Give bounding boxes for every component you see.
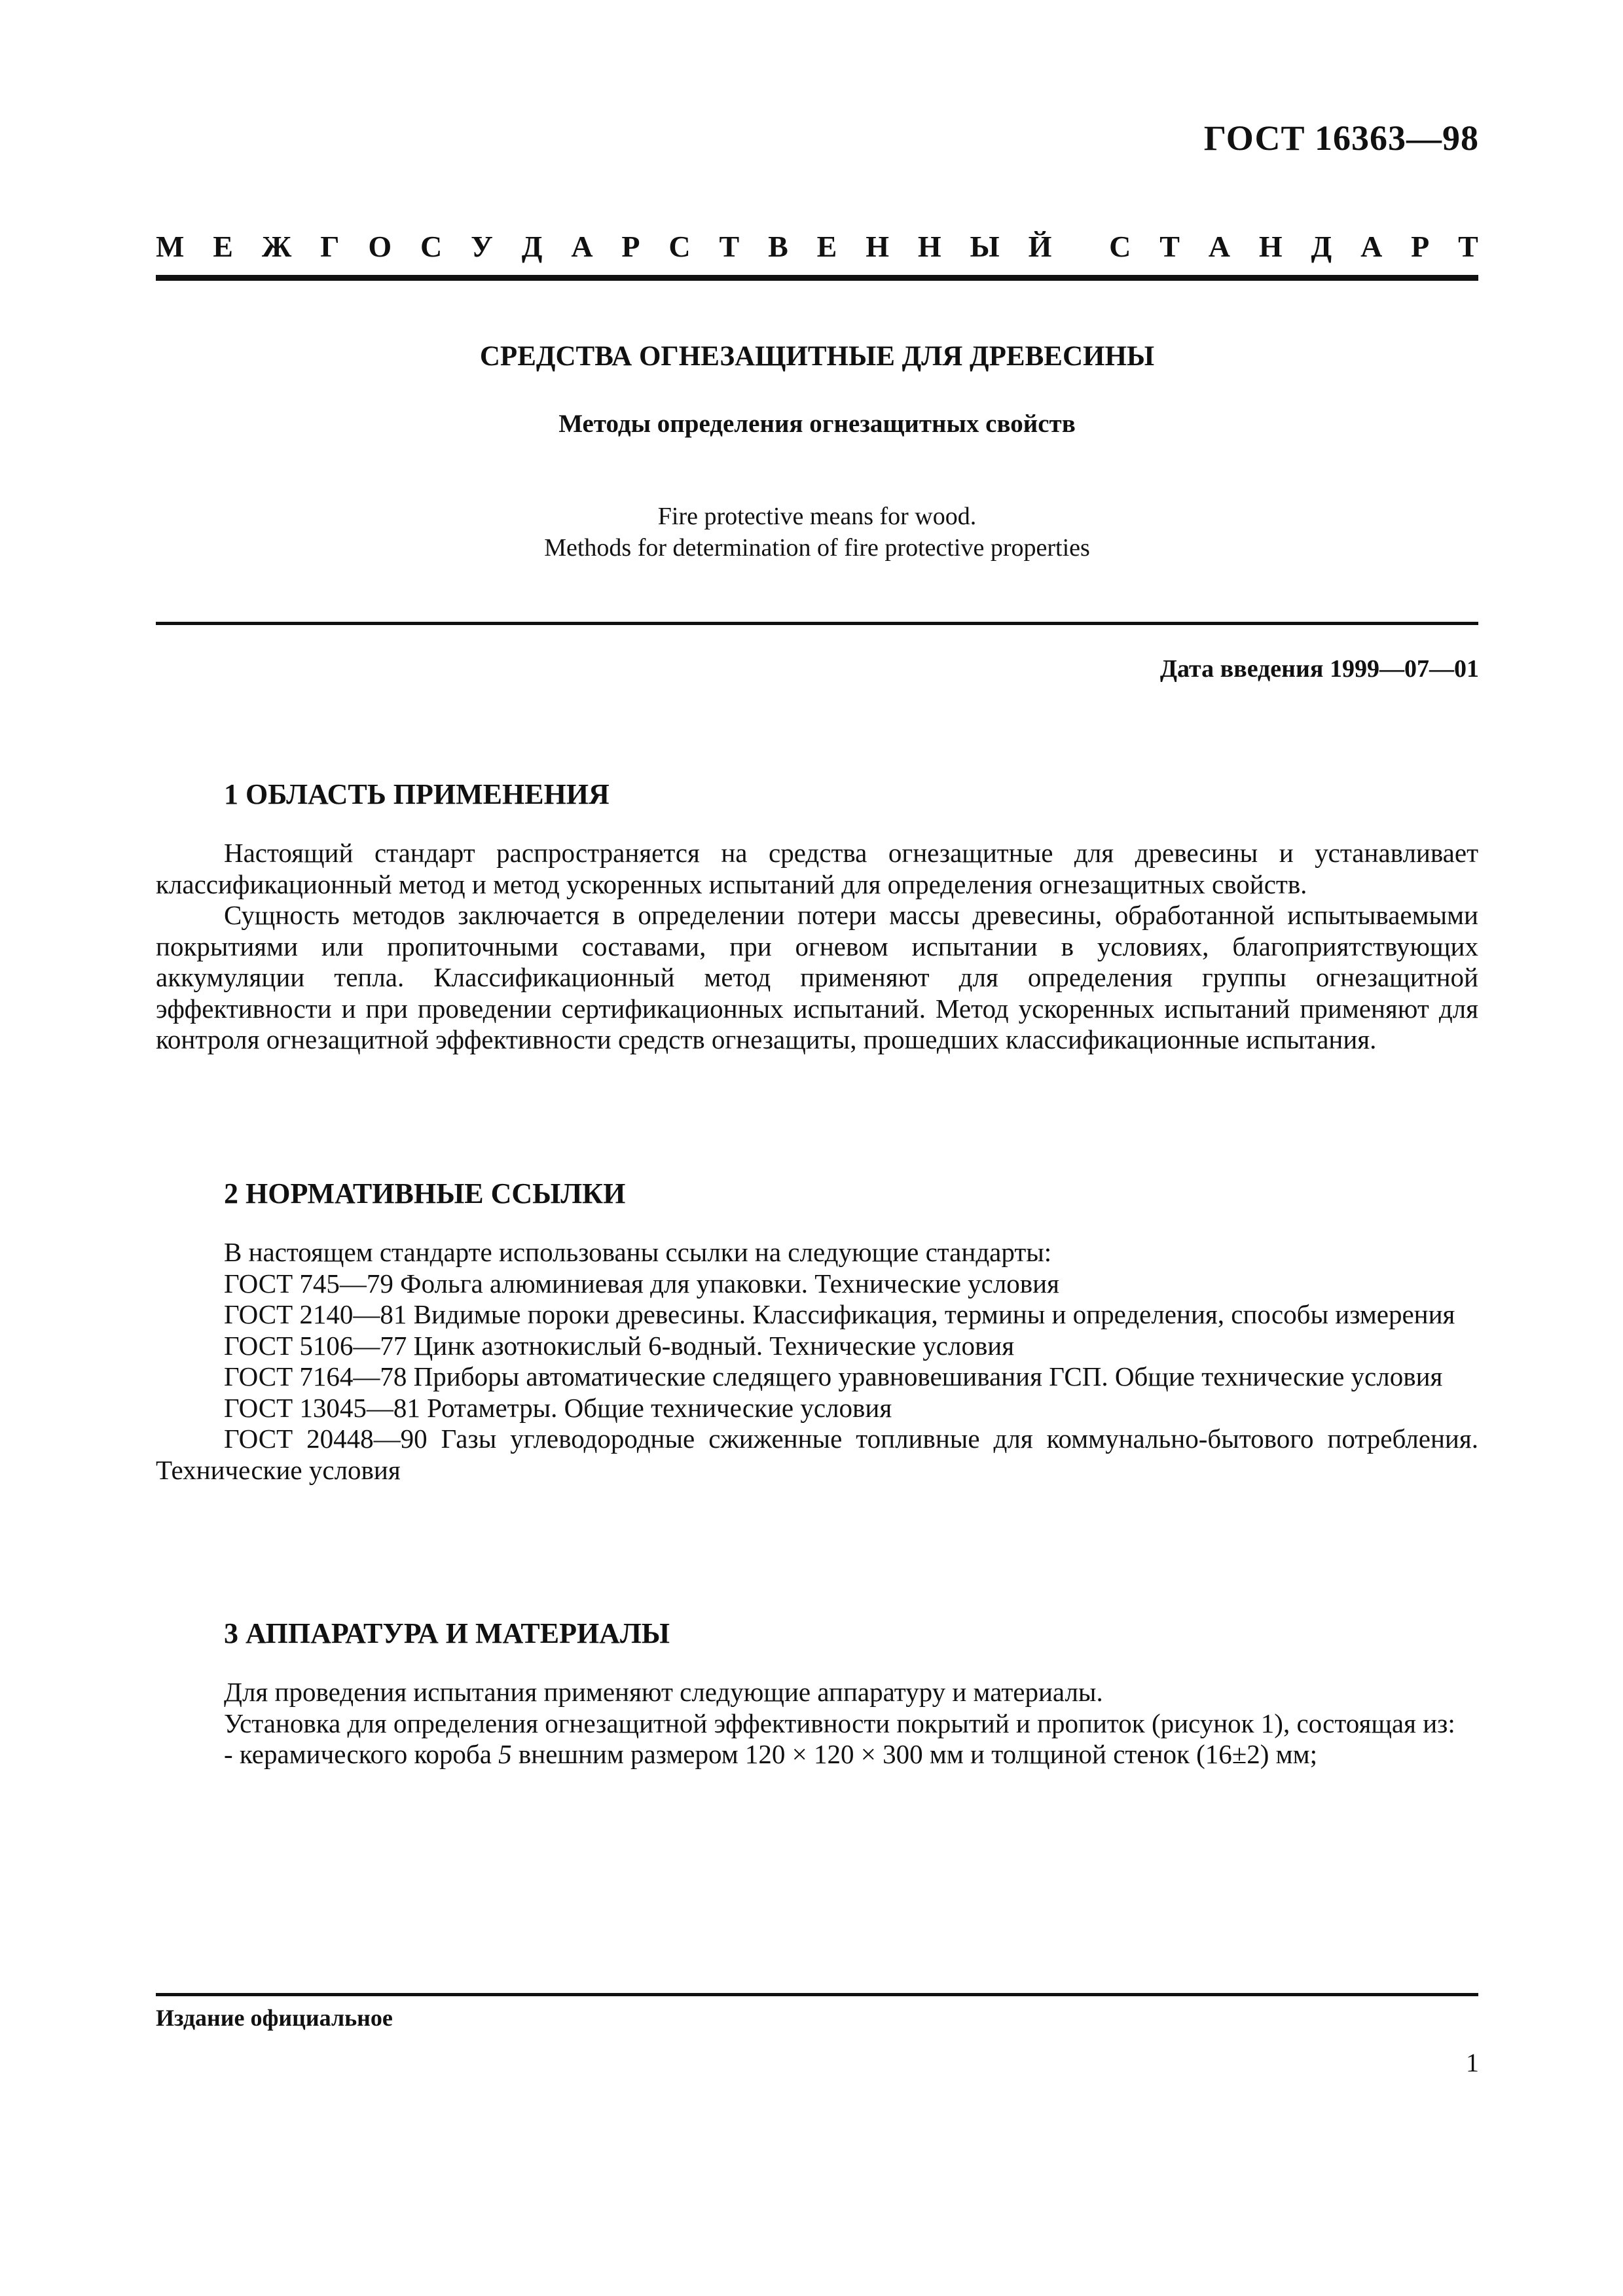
paragraph: Сущность методов заключается в определении потери массы древесины, обработанной испытываемыми покрытиями или пропиточными составами, при огневом испытании в условиях, благоприятствующих аккумуляции тепла. Классификационный метод применяют для определения группы огнезащитной эффективности и при проведении сертификационных испытаний. Метод ускоренных испытаний применяют для контроля огнезащитной эффективности средств огнезащиты, прошедших классификационные испытания. (156, 900, 1478, 1054)
list-item (156, 1739, 1478, 1770)
paragraph: В настоящем стандарте использованы ссылки на следующие стандарты: (224, 1237, 1052, 1267)
english-title-line: Methods for determination of fire protective properties (544, 534, 1090, 562)
banner-letter: У (471, 230, 493, 263)
banner-letter: М (156, 230, 185, 263)
banner-letter: Р (621, 230, 640, 263)
paragraph: Настоящий стандарт распространяется на средства огнезащитные для древесины и устанавливает классификационный метод и метод ускоренных испытаний для определения огнезащитных свойств. (156, 838, 1478, 899)
figure-item-number: 5 (498, 1739, 512, 1769)
section-body (156, 1677, 1478, 1770)
reference-item: ГОСТ 13045—81 Ротаметры. Общие технические условия (224, 1392, 892, 1423)
banner-letter: Г (320, 230, 340, 263)
banner-letter: Р (1411, 230, 1430, 263)
list-item-text: внешним размером 120 × 120 × 300 мм и толщиной стенок (16±2) мм; (511, 1739, 1317, 1769)
english-title (156, 501, 1478, 564)
banner-letter: Д (1311, 230, 1332, 263)
banner-letter: Д (521, 230, 543, 263)
banner-letter: Ж (261, 230, 292, 263)
document-title: СРЕДСТВА ОГНЕЗАЩИТНЫЕ ДЛЯ ДРЕВЕСИНЫ (479, 341, 1155, 372)
banner-letter: А (571, 230, 593, 263)
reference-item: ГОСТ 5106—77 Цинк азотнокислый 6-водный. Технические условия (224, 1330, 1015, 1361)
document-subtitle: Методы определения огнезащитных свойств (558, 410, 1076, 438)
header-divider (156, 275, 1478, 281)
introduction-date: Дата введения 1999—07—01 (1159, 655, 1479, 683)
reference-item: ГОСТ 2140—81 Видимые пороки древесины. Классификация, термины и определения, способы измерения (224, 1299, 1455, 1329)
title-divider (156, 622, 1478, 625)
reference-item: ГОСТ 745—79 Фольга алюминиевая для упаковки. Технические условия (224, 1268, 1059, 1299)
banner-letter: Е (816, 230, 837, 263)
reference-item: ГОСТ 7164—78 Приборы автоматические следящего уравновешивания ГСП. Общие технические условия (224, 1361, 1443, 1391)
banner-letter: Ы (970, 230, 1000, 263)
banner-letter: А (1208, 230, 1230, 263)
banner-letter: О (368, 230, 392, 263)
section-body (156, 1237, 1478, 1486)
banner-letter: С (1109, 230, 1131, 263)
section-heading: 2 НОРМАТИВНЫЕ ССЫЛКИ (224, 1177, 626, 1210)
interstate-standard-banner (156, 229, 1478, 264)
banner-letter: В (768, 230, 788, 263)
page-number: 1 (1466, 2048, 1479, 2077)
banner-letter: А (1360, 230, 1383, 263)
banner-letter: Т (1159, 230, 1180, 263)
list-item-prefix: - керамического короба (224, 1739, 499, 1769)
banner-letter: Н (917, 230, 941, 263)
section-heading: 1 ОБЛАСТЬ ПРИМЕНЕНИЯ (224, 778, 610, 810)
official-edition-label: Издание официальное (156, 2005, 393, 2031)
paragraph: Для проведения испытания применяют следующие аппаратуру и материалы. (224, 1677, 1103, 1707)
section-body (156, 838, 1478, 1056)
section-heading: 3 АППАРАТУРА И МАТЕРИАЛЫ (224, 1617, 670, 1649)
banner-letter: Й (1028, 230, 1052, 263)
paragraph: Установка для определения огнезащитной эффективности покрытий и пропиток (рисунок 1), состоящая из: (224, 1708, 1455, 1738)
banner-letter: С (668, 230, 691, 263)
banner-letter: Е (213, 230, 233, 263)
banner-letter: С (420, 230, 443, 263)
english-title-line: Fire protective means for wood. (657, 503, 977, 530)
banner-letter: Н (866, 230, 889, 263)
banner-letter: Т (1458, 230, 1478, 263)
banner-letter: Н (1258, 230, 1283, 263)
footer-divider (156, 1993, 1478, 1996)
banner-letter: Т (719, 230, 740, 263)
reference-item: ГОСТ 20448—90 Газы углеводородные сжиженные топливные для коммунально-бытового потребления. Технические условия (156, 1424, 1478, 1485)
document-code: ГОСТ 16363—98 (1203, 118, 1479, 158)
